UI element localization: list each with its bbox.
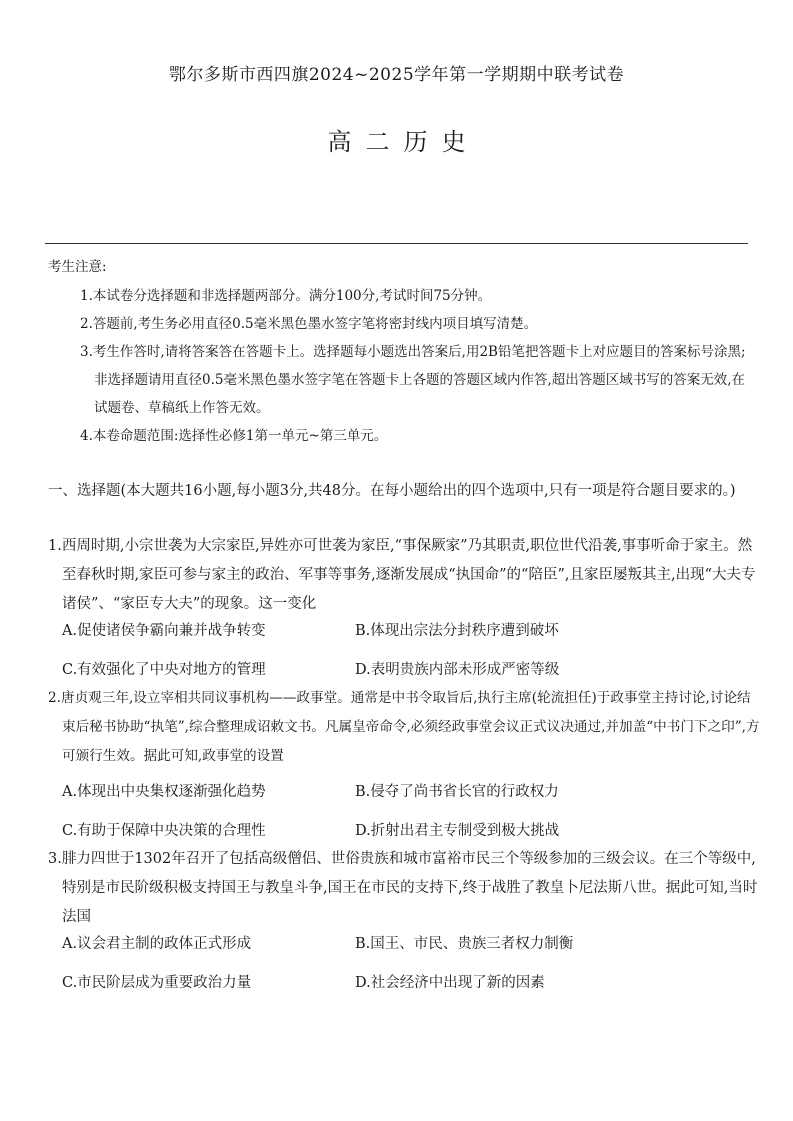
section-heading: 一、选择题(本大题共16小题,每小题3分,共48分。在每小题给出的四个选项中,只有一项是符合题目要求的。) bbox=[48, 483, 736, 499]
question-1-option-a: A.促使诸侯争霸向兼并战争转变 bbox=[62, 623, 266, 639]
notice-item: 3.考生作答时,请将答案答在答题卡上。选择题每小题选出答案后,用2B铅笔把答题卡上对应题目的答案标号涂黑;非选择题请用直径0.5毫米黑色墨水签字笔在答题卡上各题的答题区域内作答,超出答题区域书写的答案无效,在试题卷、草稿纸上作答无效。 bbox=[80, 344, 746, 416]
section-heading-block bbox=[48, 477, 756, 505]
question-stem: 1.西周时期,小宗世袭为大宗家臣,异姓亦可世袭为家臣,“事保厥家”乃其职责,职位世代沿袭,事事听命于家主。然至春秋时期,家臣可参与家主的政治、军事等事务,逐渐发展成“执国命”的“陪臣”,且家臣屡叛其主,出现“大夫专诸侯”、“家臣专大夫”的现象。这一变化 bbox=[48, 538, 756, 612]
question-3-option-d: D.社会经济中出现了新的因素 bbox=[355, 975, 545, 991]
notice-item: 4.本卷命题范围:选择性必修1第一单元~第三单元。 bbox=[80, 428, 388, 444]
question-2 bbox=[48, 684, 760, 771]
notice-list bbox=[80, 282, 752, 450]
question-3 bbox=[48, 845, 760, 932]
question-3-option-c: C.市民阶层成为重要政治力量 bbox=[62, 975, 252, 991]
exam-subtitle: 鄂尔多斯市西四旗2024~2025学年第一学期期中联考试卷 bbox=[168, 65, 625, 85]
question-2-option-c: C.有助于保障中央决策的合理性 bbox=[62, 823, 266, 839]
notice-heading: 考生注意: bbox=[48, 259, 107, 275]
notice-item: 1.本试卷分选择题和非选择题两部分。满分100分,考试时间75分钟。 bbox=[80, 288, 492, 304]
question-2-option-d: D.折射出君主专制受到极大挑战 bbox=[355, 823, 560, 839]
header-divider bbox=[45, 243, 748, 244]
question-3-option-a: A.议会君主制的政体正式形成 bbox=[62, 936, 252, 952]
question-stem: 2.唐贞观三年,设立宰相共同议事机构——政事堂。通常是中书令取旨后,执行主席(轮流担任)于政事堂主持讨论,讨论结束后秘书协助“执笔”,综合整理成诏敕文书。凡属皇帝命令,必须经政事堂会议正式议决通过,并加盖“中书门下之印”,方可颁行生效。据此可知,政事堂的设置 bbox=[48, 690, 760, 764]
notice-item: 2.答题前,考生务必用直径0.5毫米黑色墨水签字笔将密封线内项目填写清楚。 bbox=[80, 316, 538, 332]
question-3-option-b: B.国王、市民、贵族三者权力制衡 bbox=[355, 936, 574, 952]
exam-title: 高二历史 bbox=[327, 128, 480, 156]
question-1-option-b: B.体现出宗法分封秩序遭到破坏 bbox=[355, 623, 559, 639]
question-2-option-a: A.体现出中央集权逐渐强化趋势 bbox=[62, 784, 266, 800]
question-stem: 3.腓力四世于1302年召开了包括高级僧侣、世俗贵族和城市富裕市民三个等级参加的三级会议。在三个等级中,特别是市民阶级积极支持国王与教皇斗争,国王在市民的支持下,终于战胜了教皇卜尼法斯八世。据此可知,当时法国 bbox=[48, 851, 758, 925]
question-2-option-b: B.侵夺了尚书省长官的行政权力 bbox=[355, 784, 559, 800]
question-1-option-d: D.表明贵族内部未形成严密等级 bbox=[355, 662, 560, 678]
question-1-option-c: C.有效强化了中央对地方的管理 bbox=[62, 662, 266, 678]
question-1 bbox=[48, 532, 760, 619]
